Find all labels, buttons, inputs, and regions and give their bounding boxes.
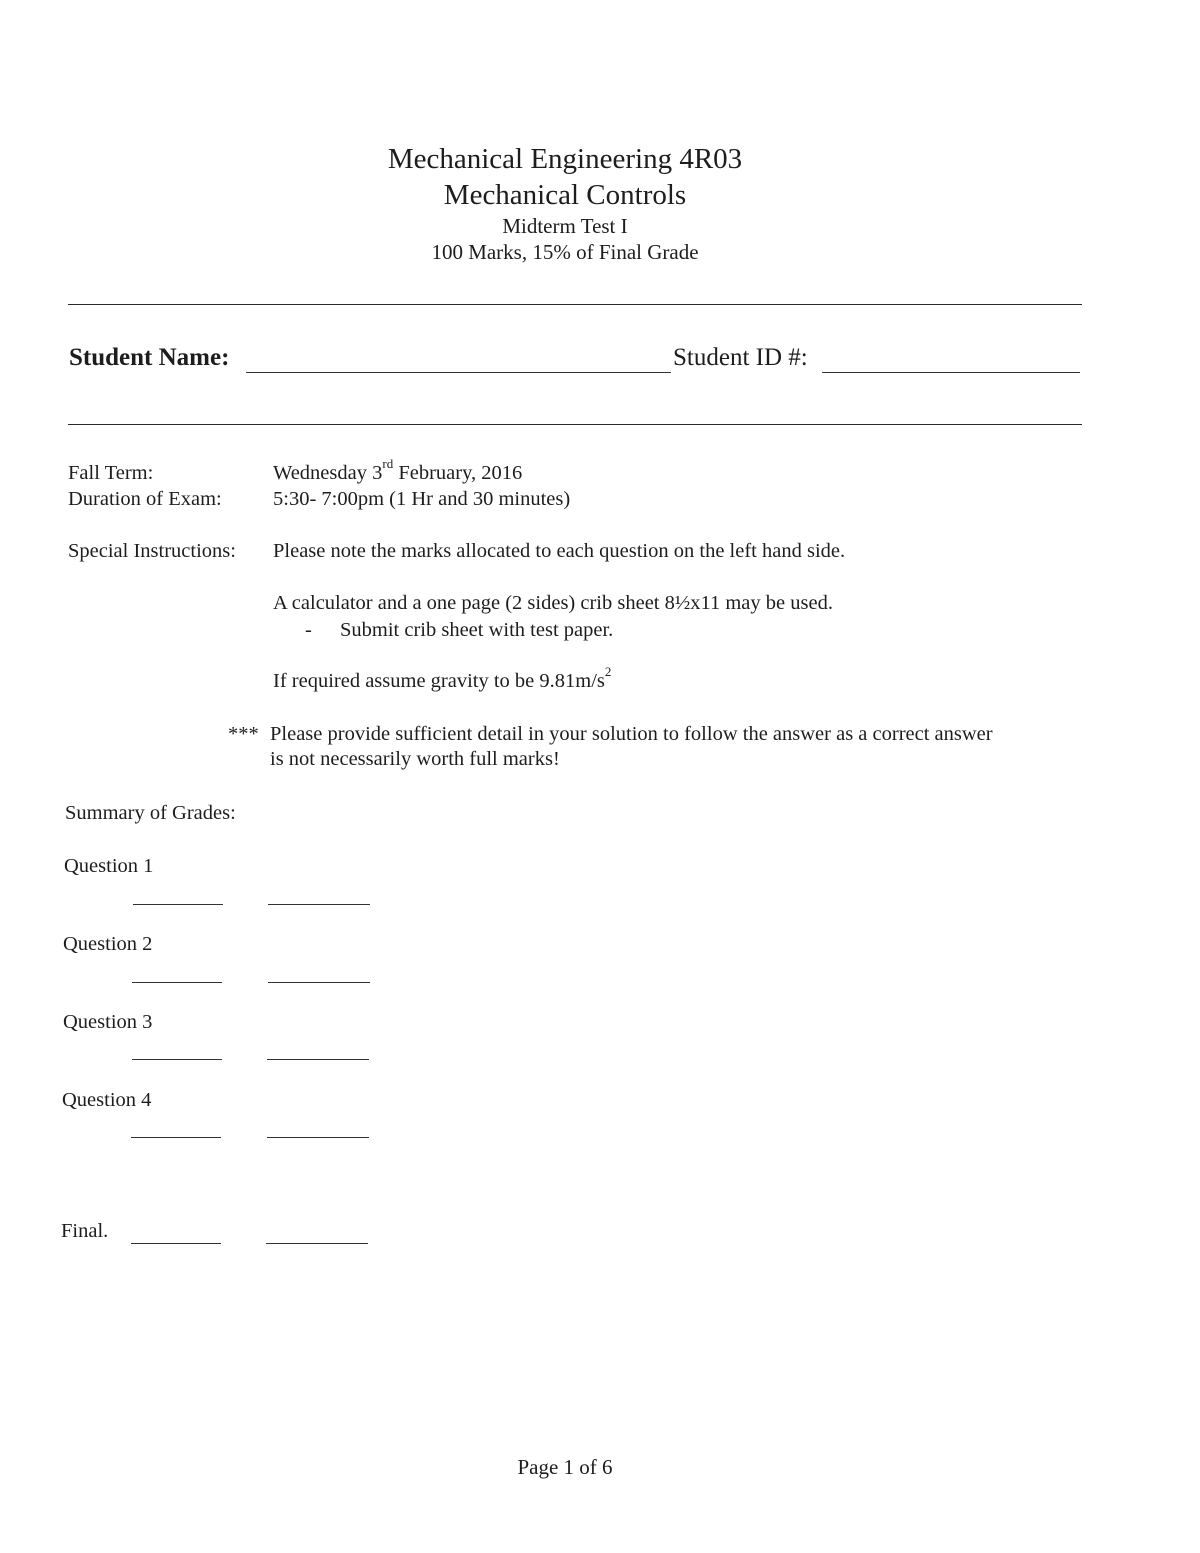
question-1-total-field[interactable] <box>268 904 370 905</box>
top-divider <box>68 304 1082 305</box>
bottom-divider <box>68 424 1082 425</box>
term-label: Fall Term: <box>68 462 154 484</box>
test-name: Midterm Test I <box>502 214 628 238</box>
duration-label: Duration of Exam: <box>68 488 222 510</box>
question-2-score-field[interactable] <box>132 982 222 983</box>
note-detail-line1: Please provide sufficient detail in your solution to follow the answer as a correct answer <box>270 723 993 745</box>
question-2-label: Question 2 <box>63 933 153 955</box>
question-4-score-field[interactable] <box>131 1137 221 1138</box>
final-score-field[interactable] <box>131 1243 221 1244</box>
instruction-calculator: A calculator and a one page (2 sides) crib sheet 8½x11 may be used. <box>273 592 833 614</box>
exam-date: Wednesday 3rd February, 2016 <box>273 456 523 484</box>
question-3-score-field[interactable] <box>132 1059 222 1060</box>
final-label: Final. <box>61 1220 109 1242</box>
question-1-score-field[interactable] <box>133 904 223 905</box>
question-2-total-field[interactable] <box>268 982 370 983</box>
student-name-field[interactable] <box>246 372 671 373</box>
page-number: Page 1 of 6 <box>517 1455 613 1479</box>
student-name-label: Student Name: <box>69 344 230 371</box>
duration-value: 5:30- 7:00pm (1 Hr and 30 minutes) <box>273 488 571 510</box>
grades-summary-label: Summary of Grades: <box>65 802 236 824</box>
question-3-label: Question 3 <box>63 1011 153 1033</box>
instructions-label: Special Instructions: <box>68 540 236 562</box>
question-4-label: Question 4 <box>62 1089 152 1111</box>
note-detail-line2: is not necessarily worth full marks! <box>270 748 560 770</box>
question-4-total-field[interactable] <box>267 1137 369 1138</box>
course-title: Mechanical Engineering 4R03 <box>387 143 743 175</box>
marks-info: 100 Marks, 15% of Final Grade <box>431 240 699 264</box>
question-1-label: Question 1 <box>64 855 154 877</box>
instruction-crib-sheet: Submit crib sheet with test paper. <box>340 619 614 641</box>
instruction-gravity: If required assume gravity to be $9.81m/s^2$ <box>273 664 612 692</box>
bullet-dash: - <box>305 619 312 641</box>
student-id-label: Student ID #: <box>673 344 808 371</box>
course-subtitle: Mechanical Controls <box>443 179 687 211</box>
instruction-marks: Please note the marks allocated to each question on the left hand side. <box>273 540 846 562</box>
final-total-field[interactable] <box>266 1243 368 1244</box>
note-stars: *** <box>228 723 259 745</box>
question-3-total-field[interactable] <box>267 1059 369 1060</box>
student-id-field[interactable] <box>822 372 1080 373</box>
